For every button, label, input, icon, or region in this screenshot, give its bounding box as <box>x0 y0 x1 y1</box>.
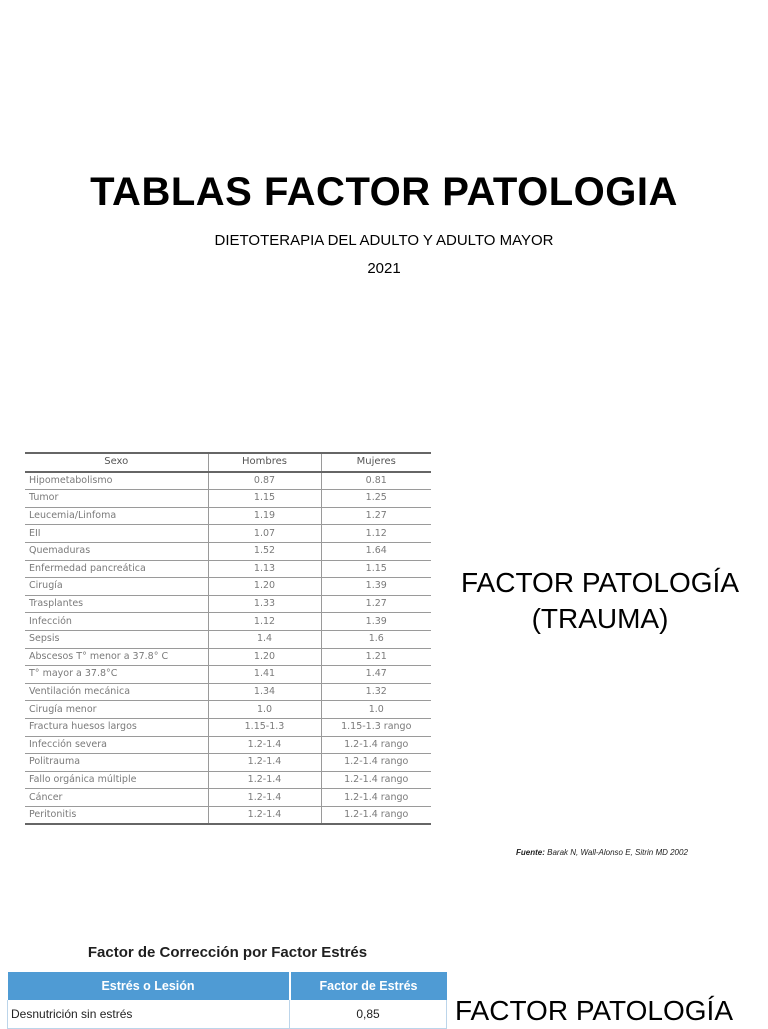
table-row <box>25 560 431 578</box>
condition-cell: Peritonitis <box>25 806 208 824</box>
men-factor-cell: 1.20 <box>208 578 321 596</box>
table-row <box>25 806 431 824</box>
women-factor-cell: 1.2-1.4 rango <box>321 771 431 789</box>
factor-patologia-title-2: FACTOR PATOLOGÍA <box>455 995 733 1026</box>
header-hombres: Hombres <box>208 453 321 472</box>
women-factor-cell: 1.2-1.4 rango <box>321 736 431 754</box>
men-factor-cell: 0.87 <box>208 472 321 490</box>
women-factor-cell: 1.21 <box>321 648 431 666</box>
table-row <box>25 718 431 736</box>
table-row <box>25 507 431 525</box>
source-citation <box>516 848 688 857</box>
side-title-line2: (TRAUMA) <box>531 603 669 634</box>
condition-cell: Politrauma <box>25 754 208 772</box>
condition-cell: Cirugía menor <box>25 701 208 719</box>
men-factor-cell: 1.19 <box>208 507 321 525</box>
condition-cell: Abscesos T° menor a 37.8° C <box>25 648 208 666</box>
women-factor-cell: 1.27 <box>321 595 431 613</box>
table-row <box>25 789 431 807</box>
condition-cell: Enfermedad pancreática <box>25 560 208 578</box>
table-row <box>25 542 431 560</box>
stress-factor-table <box>7 972 447 1029</box>
year: 2021 <box>367 260 401 277</box>
table-row <box>25 595 431 613</box>
women-factor-cell: 1.25 <box>321 490 431 508</box>
men-factor-cell: 1.34 <box>208 683 321 701</box>
condition-cell: Hipometabolismo <box>25 472 208 490</box>
condition-cell: Leucemia/Linfoma <box>25 507 208 525</box>
table-row <box>25 472 431 490</box>
men-factor-cell: 1.20 <box>208 648 321 666</box>
stress-table-title: Factor de Corrección por Factor Estrés <box>87 944 368 961</box>
condition-cell: Fractura huesos largos <box>25 718 208 736</box>
source-text: Barak N, Wall-Alonso E, Sitrin MD 2002 <box>544 848 688 857</box>
table-row <box>25 701 431 719</box>
women-factor-cell: 1.64 <box>321 542 431 560</box>
men-factor-cell: 1.2-1.4 <box>208 754 321 772</box>
table-row <box>25 630 431 648</box>
condition-cell: Infección severa <box>25 736 208 754</box>
women-factor-cell: 1.39 <box>321 613 431 631</box>
men-factor-cell: 1.13 <box>208 560 321 578</box>
men-factor-cell: 1.41 <box>208 666 321 684</box>
condition-cell: Ventilación mecánica <box>25 683 208 701</box>
condition-cell: Infección <box>25 613 208 631</box>
source-label: Fuente: <box>516 848 545 857</box>
title-slide <box>0 0 768 420</box>
table-row <box>25 666 431 684</box>
stress-condition-cell: Desnutrición sin estrés <box>8 1000 290 1029</box>
men-factor-cell: 1.12 <box>208 613 321 631</box>
men-factor-cell: 1.15 <box>208 490 321 508</box>
women-factor-cell: 1.6 <box>321 630 431 648</box>
table-row <box>25 648 431 666</box>
stress-factor-cell: 0,85 <box>290 1000 447 1029</box>
table-row <box>25 771 431 789</box>
table-row <box>25 736 431 754</box>
men-factor-cell: 1.52 <box>208 542 321 560</box>
men-factor-cell: 1.2-1.4 <box>208 736 321 754</box>
main-title: TABLAS FACTOR PATOLOGIA <box>90 170 678 214</box>
women-factor-cell: 1.2-1.4 rango <box>321 789 431 807</box>
women-factor-cell: 1.47 <box>321 666 431 684</box>
women-factor-cell: 1.15 <box>321 560 431 578</box>
table-row <box>25 525 431 543</box>
side-title-line1: FACTOR PATOLOGÍA <box>461 567 739 598</box>
table-row <box>25 683 431 701</box>
table-row <box>25 613 431 631</box>
header-estres-lesion: Estrés o Lesión <box>8 972 290 1000</box>
condition-cell: Cáncer <box>25 789 208 807</box>
women-factor-cell: 1.2-1.4 rango <box>321 754 431 772</box>
header-factor-estres: Factor de Estrés <box>290 972 447 1000</box>
condition-cell: Fallo orgánica múltiple <box>25 771 208 789</box>
women-factor-cell: 1.39 <box>321 578 431 596</box>
men-factor-cell: 1.0 <box>208 701 321 719</box>
women-factor-cell: 1.2-1.4 rango <box>321 806 431 824</box>
pathology-factor-table <box>25 452 431 825</box>
table-row <box>25 490 431 508</box>
men-factor-cell: 1.2-1.4 <box>208 771 321 789</box>
men-factor-cell: 1.07 <box>208 525 321 543</box>
women-factor-cell: 1.27 <box>321 507 431 525</box>
subtitle: DIETOTERAPIA DEL ADULTO Y ADULTO MAYOR <box>214 232 554 249</box>
header-mujeres: Mujeres <box>321 453 431 472</box>
factor-patologia-trauma-title <box>445 565 755 637</box>
table-header-row <box>25 453 431 472</box>
condition-cell: Sepsis <box>25 630 208 648</box>
women-factor-cell: 0.81 <box>321 472 431 490</box>
women-factor-cell: 1.32 <box>321 683 431 701</box>
condition-cell: Cirugía <box>25 578 208 596</box>
men-factor-cell: 1.2-1.4 <box>208 789 321 807</box>
men-factor-cell: 1.33 <box>208 595 321 613</box>
header-sexo: Sexo <box>25 453 208 472</box>
stress-header-row <box>8 972 447 1000</box>
men-factor-cell: 1.4 <box>208 630 321 648</box>
men-factor-cell: 1.15-1.3 <box>208 718 321 736</box>
table-row <box>25 578 431 596</box>
condition-cell: EII <box>25 525 208 543</box>
women-factor-cell: 1.0 <box>321 701 431 719</box>
condition-cell: Tumor <box>25 490 208 508</box>
men-factor-cell: 1.2-1.4 <box>208 806 321 824</box>
women-factor-cell: 1.12 <box>321 525 431 543</box>
women-factor-cell: 1.15-1.3 rango <box>321 718 431 736</box>
condition-cell: T° mayor a 37.8°C <box>25 666 208 684</box>
table-row <box>25 754 431 772</box>
table-row <box>8 1000 447 1029</box>
condition-cell: Trasplantes <box>25 595 208 613</box>
condition-cell: Quemaduras <box>25 542 208 560</box>
